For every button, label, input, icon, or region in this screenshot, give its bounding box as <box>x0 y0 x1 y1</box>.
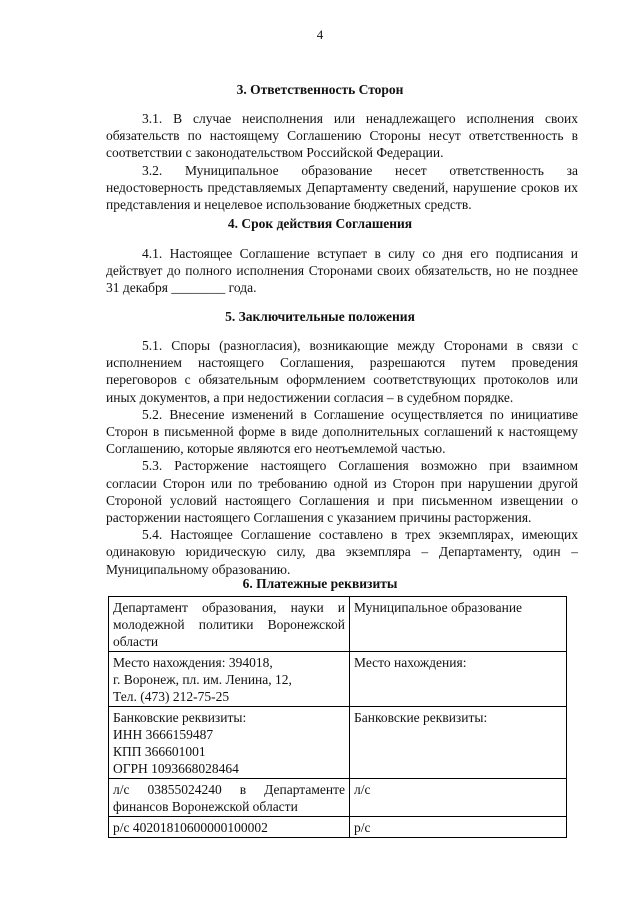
paragraph-5-1: 5.1. Споры (разногласия), возникающие между Сторонами в связи с исполнением настоящего Соглашения, разрешаются путем проведения переговоров с обязательным оформлением соответствующих протоколов или иных документов, а при недостижении согласия – в судебном порядке. <box>106 338 578 405</box>
department-phone: Тел. (473) 212-75-25 <box>113 689 230 704</box>
municipality-bank-cell: Банковские реквизиты: <box>350 707 567 779</box>
department-inn: ИНН 3666159487 <box>113 727 214 742</box>
department-ls-cell: л/с 03855024240 в Департаменте финансов Воронежской области <box>109 779 350 817</box>
municipality-rs-cell: р/с <box>350 817 567 838</box>
section-3-title: 3. Ответственность Сторон <box>236 82 404 97</box>
paragraph-4-1: 4.1. Настоящее Соглашение вступает в силу со дня его подписания и действует до полного исполнения Сторонами своих обязательств, но не позднее 31 декабря ________ года. <box>106 246 578 296</box>
section-5-body <box>106 337 578 578</box>
payment-requisites-table <box>108 596 567 838</box>
section-3-body <box>106 110 578 213</box>
paragraph-3-2: 3.2. Муниципальное образование несет ответственность за недостоверность представляемых Департаменту сведений, нарушение сроков их представления и нецелевое использование бюджетных средств. <box>106 162 578 213</box>
page-number: 4 <box>316 27 324 42</box>
department-name-cell: Департамент образования, науки и молодежной политики Воронежской области <box>109 597 350 652</box>
department-bank-label: Банковские реквизиты: <box>113 710 247 725</box>
section-6-title: 6. Платежные реквизиты <box>242 576 398 591</box>
table-row <box>109 779 567 817</box>
paragraph-5-3: 5.3. Расторжение настоящего Соглашения возможно при взаимном согласии Сторон или по требованию одной из Сторон при нарушении другой Стороной условий настоящего Соглашения и при письменном извещении о расторжении настоящего Соглашения с указанием причины расторжения. <box>106 458 578 526</box>
section-4-body <box>106 245 578 297</box>
department-address-cell <box>109 652 350 707</box>
section-4-title: 4. Срок действия Соглашения <box>227 216 413 231</box>
department-ogrn: ОГРН 1093668028464 <box>113 761 239 776</box>
department-address-line: г. Воронеж, пл. им. Ленина, 12, <box>113 672 292 687</box>
paragraph-5-2: 5.2. Внесение изменений в Соглашение осуществляется по инициативе Сторон в письменной форме в виде дополнительных соглашений к настоящему Соглашению, которые являются его неотъемлемой частью. <box>106 406 578 457</box>
table-row <box>109 652 567 707</box>
department-rs-cell: р/с 40201810600000100002 <box>109 817 350 838</box>
table-row <box>109 597 567 652</box>
department-kpp: КПП 366601001 <box>113 744 206 759</box>
department-address-label: Место нахождения: 394018, <box>113 655 273 670</box>
department-bank-cell <box>109 707 350 779</box>
municipality-name-cell: Муниципальное образование <box>350 597 567 652</box>
table-row <box>109 817 567 838</box>
paragraph-5-4: 5.4. Настоящее Соглашение составлено в трех экземплярах, имеющих одинаковую юридическую силу, два экземпляра – Департаменту, один – Муниципальному образованию. <box>106 527 578 577</box>
paragraph-3-1: 3.1. В случае неисполнения или ненадлежащего исполнения своих обязательств по настоящему Соглашению Стороны несут ответственность в соответствии с законодательством Российской Федерации. <box>106 111 578 161</box>
table-row <box>109 707 567 779</box>
municipality-ls-cell: л/с <box>350 779 567 817</box>
section-5-title: 5. Заключительные положения <box>225 309 415 324</box>
municipality-address-cell: Место нахождения: <box>350 652 567 707</box>
